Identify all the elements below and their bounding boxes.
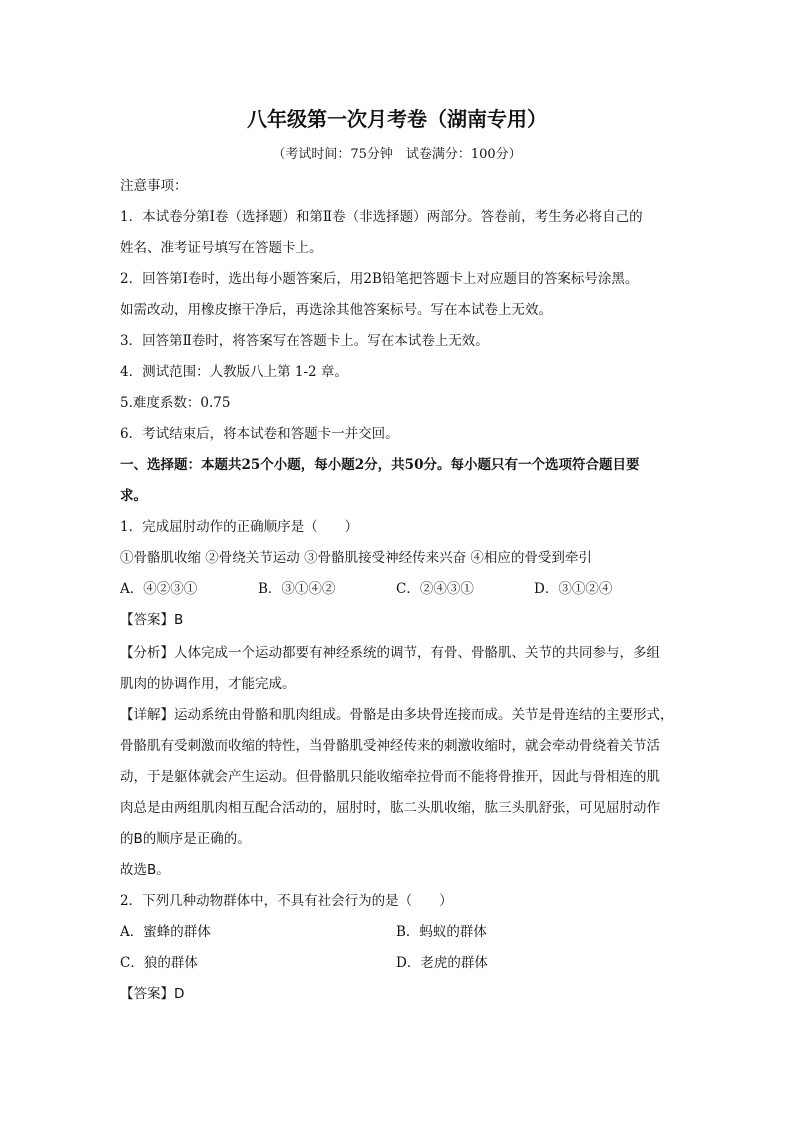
section-heading-a: 一、选择题：本题共25个小题，每小题2分，共50分。每小题只有一个选项符合题目要: [120, 457, 640, 473]
notice-item-2b: 如需改动，用橡皮擦干净后，再选涂其他答案标号。写在本试卷上无效。: [120, 302, 552, 318]
question-1-option-c: C．②④③①: [396, 581, 474, 597]
exam-info: （考试时间：75分钟 试卷满分：100分）: [272, 147, 522, 162]
page-title: 八年级第一次月考卷（湖南专用）: [247, 107, 547, 131]
question-1-analysis-a: 【分析】人体完成一个运动都要有神经系统的调节，有骨、骨骼肌、关节的共同参与，多组: [120, 645, 660, 661]
question-1-conclusion: 故选B。: [120, 862, 170, 878]
question-1-detail-b: 骨骼肌有受刺激而收缩的特性，当骨骼肌受神经传来的刺激收缩时，就会牵动骨绕着关节活: [120, 738, 660, 754]
question-1-stem: 1．完成屈肘动作的正确顺序是（ ）: [120, 519, 359, 535]
question-2-stem: 2．下列几种动物群体中，不具有社会行为的是（ ）: [120, 893, 453, 909]
question-1-steps: ①骨骼肌收缩 ②骨绕关节运动 ③骨骼肌接受神经传来兴奋 ④相应的骨受到牵引: [120, 550, 592, 566]
question-1-detail-c: 动，于是躯体就会产生运动。但骨骼肌只能收缩牵拉骨而不能将骨推开，因此与骨相连的肌: [120, 769, 660, 785]
notice-item-6: 6．考试结束后，将本试卷和答题卡一并交回。: [120, 426, 399, 442]
notice-item-4: 4．测试范围：人教版八上第 1-2 章。: [120, 364, 348, 380]
question-1-answer: 【答案】B: [120, 612, 184, 628]
question-1-detail-d: 肉总是由两组肌肉相互配合活动的，屈肘时，肱二头肌收缩，肱三头肌舒张，可见屈肘动作: [120, 800, 660, 816]
question-1-detail-a: 【详解】运动系统由骨骼和肌肉组成。骨骼是由多块骨连接而成。关节是骨连结的主要形式，: [120, 707, 674, 723]
question-1-option-a: A．④②③①: [120, 581, 198, 597]
notice-item-1a: 1．本试卷分第Ⅰ卷（选择题）和第Ⅱ卷（非选择题）两部分。答卷前，考生务必将自己的: [120, 209, 643, 225]
notice-item-3: 3．回答第Ⅱ卷时，将答案写在答题卡上。写在本试卷上无效。: [120, 333, 489, 349]
question-2-option-b: B．蚂蚁的群体: [396, 924, 487, 940]
notice-item-1b: 姓名、准考证号填写在答题卡上。: [120, 240, 323, 256]
question-1-option-b: B．③①④②: [258, 581, 336, 597]
section-heading-b: 求。: [120, 488, 147, 504]
notice-item-5: 5.难度系数：0.75: [120, 395, 231, 411]
notice-item-2a: 2．回答第Ⅰ卷时，选出每小题答案后，用2B铅笔把答题卡上对应题目的答案标号涂黑。: [120, 271, 639, 287]
question-2-option-d: D．老虎的群体: [396, 955, 488, 971]
question-2-answer: 【答案】D: [120, 986, 185, 1002]
question-2-option-c: C．狼的群体: [120, 955, 198, 971]
notice-heading: 注意事项：: [120, 178, 188, 194]
question-1-option-d: D．③①②④: [534, 581, 613, 597]
question-1-analysis-b: 肌肉的协调作用，才能完成。: [120, 676, 296, 692]
question-2-option-a: A．蜜蜂的群体: [120, 924, 211, 940]
question-1-detail-e: 的B的顺序是正确的。: [120, 831, 251, 847]
